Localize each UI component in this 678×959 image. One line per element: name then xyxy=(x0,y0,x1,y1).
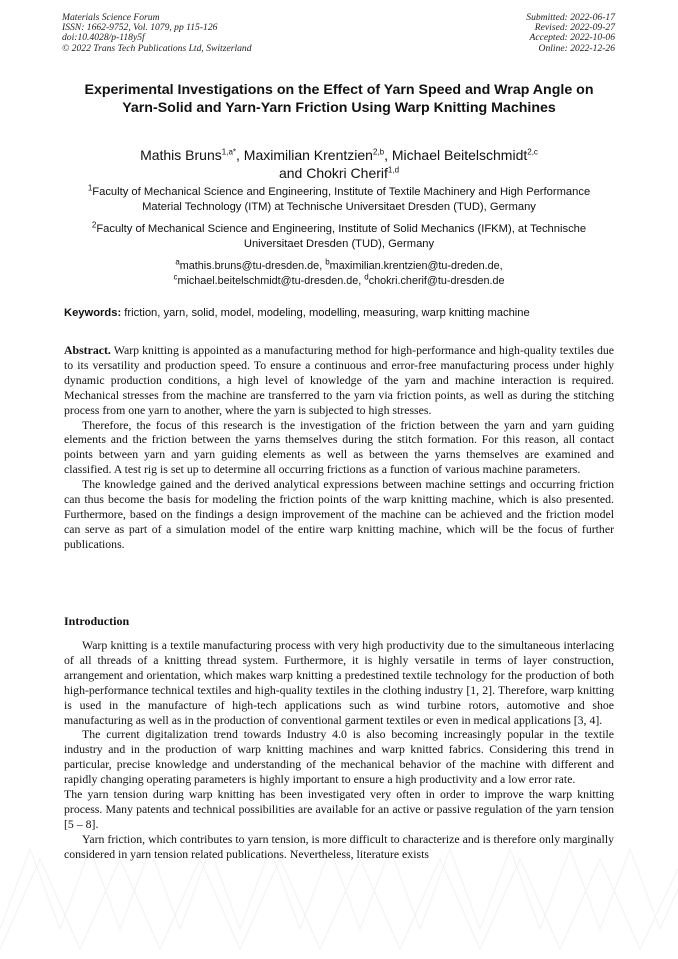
email-link[interactable]: michael.beitelschmidt@tu-dresden.de, xyxy=(177,274,365,287)
author-affil-sup: 1,a* xyxy=(221,147,236,157)
author-list xyxy=(70,146,608,182)
email-sup: d xyxy=(364,272,369,282)
author-affil-sup: 1,d xyxy=(387,165,400,175)
author-name: Maximilian Krentzien xyxy=(243,147,373,163)
keywords-text: friction, yarn, solid, model, modeling, modelling, measuring, warp knitting machine xyxy=(121,307,530,319)
author-affil-sup: 2,c xyxy=(527,147,538,157)
accepted-date: Accepted: 2022-10-06 xyxy=(529,32,615,44)
journal-name: Materials Science Forum xyxy=(62,12,160,23)
affil-text: Faculty of Mechanical Science and Engineering, Institute of Solid Mechanics (IFKM), at Technische Universitaet Dresden (TUD), Germany xyxy=(96,223,587,251)
author-name: and Chokri Cherif xyxy=(278,165,388,181)
journal-info xyxy=(62,13,252,54)
email-sup: a xyxy=(175,257,180,267)
abstract-section xyxy=(64,343,614,552)
copyright-line: © 2022 Trans Tech Publications Ltd, Switzerland xyxy=(62,42,252,54)
author-affil-sup: 2,b xyxy=(372,147,385,157)
online-date: Online: 2022-12-26 xyxy=(538,42,615,54)
issn-line: ISSN: 1662-9752, Vol. 1079, pp 115-126 xyxy=(62,22,218,34)
abstract-paragraph xyxy=(64,343,614,418)
affil-text: Faculty of Mechanical Science and Engineering, Institute of Textile Machinery and High Performance Material Technology (ITM) at Technische Universitaet Dresden (TUD), Germany xyxy=(92,186,591,214)
affiliation-2 xyxy=(70,222,608,252)
intro-paragraph: Yarn friction, which contributes to yarn tension, is more difficult to characterize and is therefore only marginally considered in yarn tension related publications. Nevertheless, literature exists xyxy=(64,831,614,861)
introduction-section xyxy=(64,638,614,862)
affil-sup: 2 xyxy=(91,220,97,230)
abstract-paragraph: Therefore, the focus of this research is the investigation of the friction between the yarn and yarn guiding elements and the friction between the yarns themselves during the stitch formation. For this reason, all contact points between yarn and yarn guiding elements as well as between the yarns themselves are examined and classified. A test rig is set up to determine all occurring frictions as a function of various machine parameters. xyxy=(64,417,614,477)
publication-dates xyxy=(526,13,615,54)
doi-line[interactable]: doi:10.4028/p-118y5f xyxy=(62,32,145,44)
abstract-paragraph: The knowledge gained and the derived analytical expressions between machine settings and occurring friction can thus become the basis for modeling the friction points of the warp knitting machine, which is also presented. Furthermore, based on the findings a design improvement of the machine can be achieved and the friction model can serve as part of a simulation model of the entire warp knitting machine, which will be the focus of further publications. xyxy=(64,477,614,551)
abstract-text: Warp knitting is appointed as a manufacturing method for high-performance and high-quality textiles due to its versatility and production speed. To ensure a continuous and error-free manufacturing process under highly dynamic production conditions, a high level of knowledge of the yarn and machine interaction is required. Mechanical stresses from the machine are transferred to the yarn via friction points, as well as during the stitching process from one yarn to another, where the yarn is subjected to high stresses. xyxy=(64,343,614,417)
submitted-date: Submitted: 2022-06-17 xyxy=(526,12,615,23)
intro-paragraph: Warp knitting is a textile manufacturing process with very high productivity due to the simultaneous interlacing of all threads of a knitting thread system. Furthermore, it is highly versatile in terms of layer construction, arrangement and orientation, which makes warp knitting a predestined textile technology for the production of both high-performance technical textiles and high-quality textiles in the clothing industry [1, 2]. Therefore, warp knitting is used in the manufacture of high-tech applications such as wind turbine rotors, automotive and shoe manufacturing as well as in the production of conventional garment textiles or even in medical applications [3, 4]. xyxy=(64,638,614,727)
keywords-label: Keywords: xyxy=(64,307,122,319)
author-emails xyxy=(70,259,608,289)
email-sup: c xyxy=(173,272,178,282)
affil-sup: 1 xyxy=(87,183,93,193)
author-name: Mathis Bruns xyxy=(140,147,222,163)
author-sep: , xyxy=(384,147,392,163)
abstract-label: Abstract. xyxy=(64,343,111,357)
intro-paragraph: The yarn tension during warp knitting has been investigated very often in order to improve the warp knitting process. Many patents and technical possibilities are available for an active or passive regulation of the yarn tension [5 – 8]. xyxy=(64,787,614,831)
intro-paragraph: The current digitalization trend towards Industry 4.0 is also becoming increasingly popular in the textile industry and in the production of warp knitting machines and warp knitted fabrics. Considering this trend in particular, precise knowledge and understanding of the mechanical behavior of the machine with different and rapidly changing operating parameters is highly important to ensure a high productivity and a low error rate. xyxy=(64,727,614,787)
email-link[interactable]: mathis.bruns@tu-dresden.de, xyxy=(179,260,326,272)
paper-title: Experimental Investigations on the Effect of Yarn Speed and Wrap Angle on Yarn-Solid and Yarn-Yarn Friction Using Warp Knitting Machines xyxy=(84,82,594,116)
email-link[interactable]: chokri.cherif@tu-dresden.de xyxy=(368,274,505,287)
author-name: Michael Beitelschmidt xyxy=(391,147,528,163)
affiliation-1 xyxy=(70,185,608,215)
email-sup: b xyxy=(325,257,330,267)
revised-date: Revised: 2022-09-27 xyxy=(534,22,615,34)
section-heading-introduction: Introduction xyxy=(64,614,130,628)
keywords-line xyxy=(64,306,616,320)
author-sep: , xyxy=(236,147,244,163)
email-link[interactable]: maximilian.krentzien@tu-dreden.de, xyxy=(329,260,503,272)
